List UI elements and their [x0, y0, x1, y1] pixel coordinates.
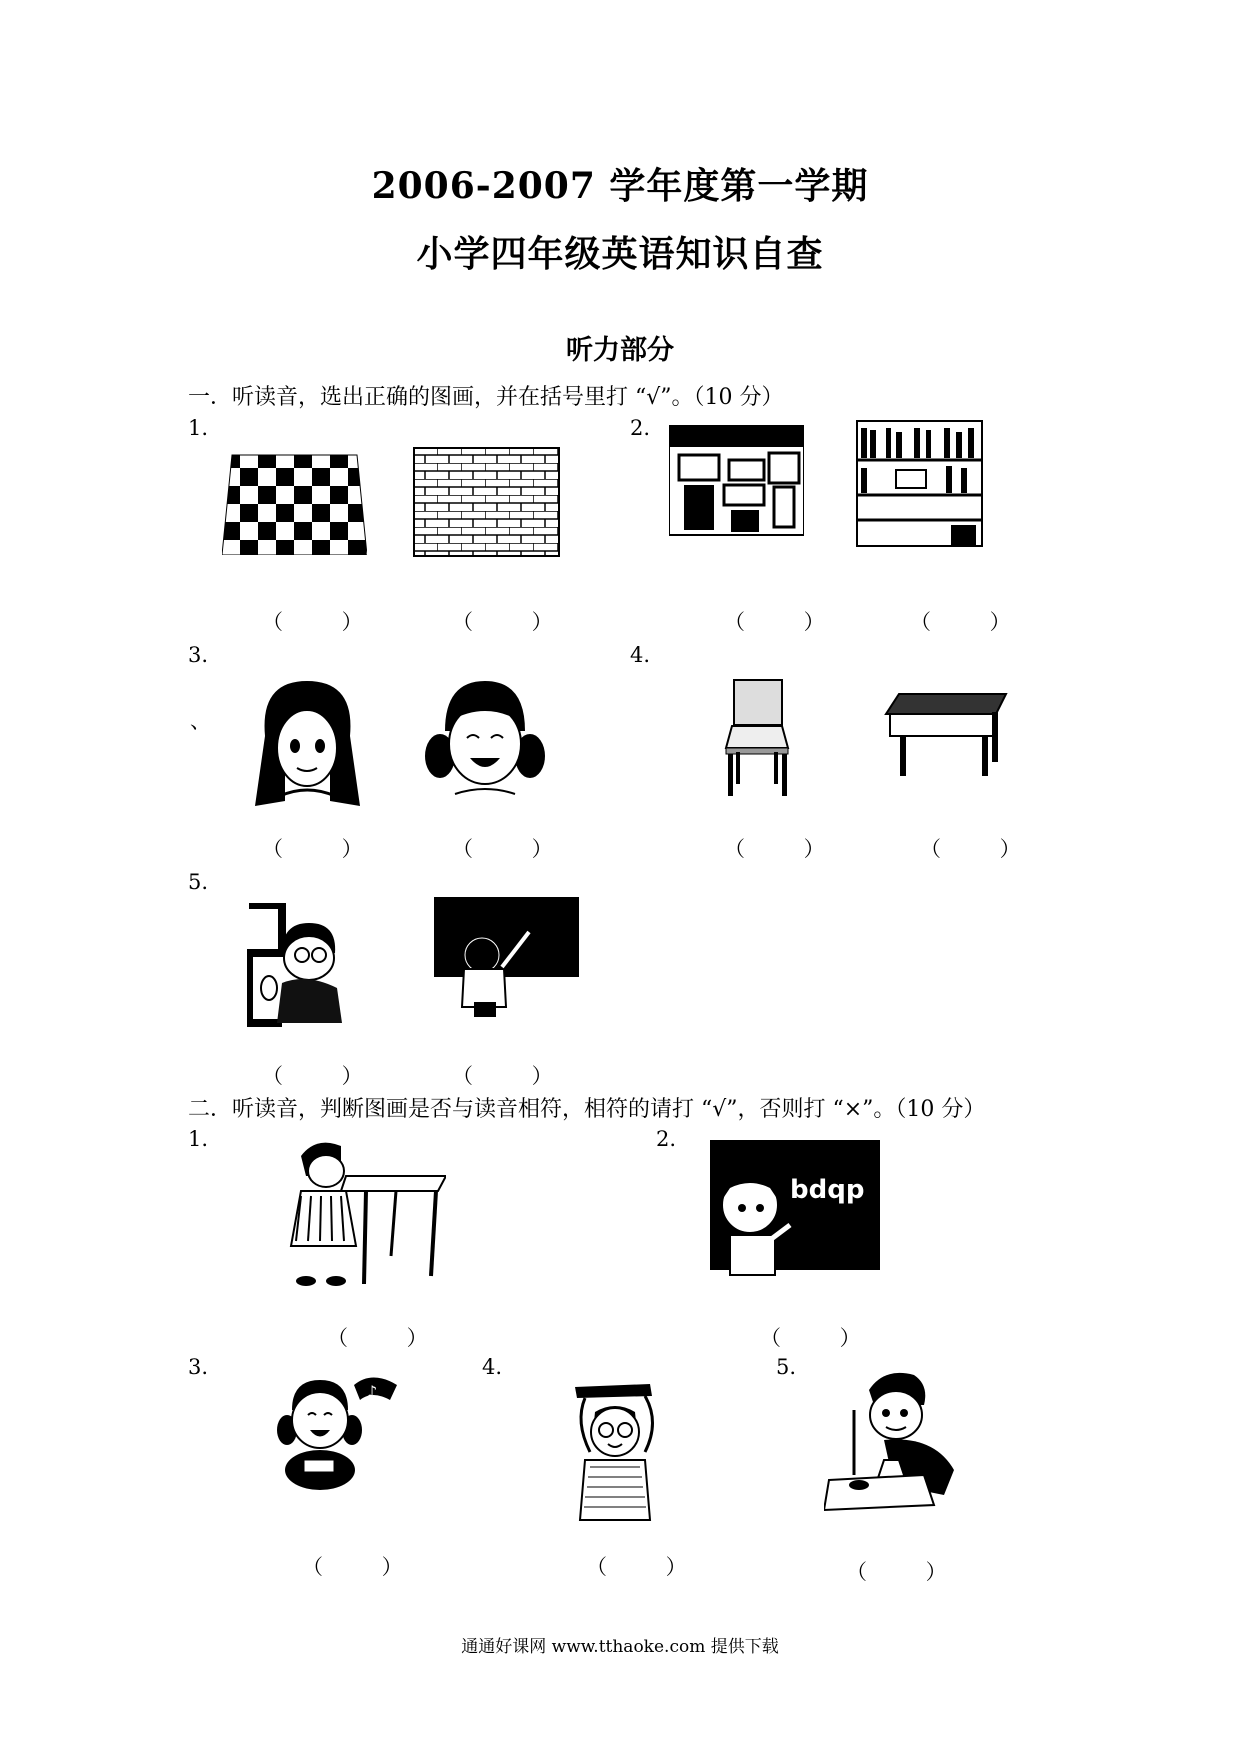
answer-bracket[interactable]: （ ）: [452, 837, 579, 861]
answer-bracket[interactable]: （ ）: [262, 837, 389, 861]
item-number: 2.: [630, 416, 651, 440]
brick-wall-image: [413, 447, 560, 557]
item-number: 1.: [188, 1127, 209, 1151]
answer-bracket[interactable]: （ ）: [724, 610, 851, 634]
boy-with-book-image: [570, 1382, 690, 1522]
item-number: 5.: [188, 870, 209, 894]
buildings-image: [669, 425, 804, 540]
answer-bracket[interactable]: （ ）: [452, 1064, 579, 1088]
item-number: 4.: [630, 643, 651, 667]
item-number: 1.: [188, 416, 209, 440]
answer-bracket[interactable]: （ ）: [760, 1326, 887, 1350]
answer-bracket[interactable]: （ ）: [302, 1555, 429, 1579]
item-number: 3.: [188, 643, 209, 667]
girl-at-blackboard-image: [710, 1140, 880, 1285]
answer-bracket[interactable]: （ ）: [910, 610, 1037, 634]
chair-image: [716, 678, 798, 798]
desk-image: [884, 692, 1008, 778]
section-title: 听力部分: [566, 335, 674, 366]
checkerboard-floor-image: [222, 450, 367, 555]
board-text: bdqp: [790, 1175, 865, 1205]
item-number: 5.: [776, 1355, 797, 1379]
answer-bracket[interactable]: （ ）: [846, 1560, 973, 1584]
answer-bracket[interactable]: （ ）: [724, 837, 851, 861]
part2-instruction: 二．听读音，判断图画是否与读音相符，相符的请打 “√”，否则打 “×”。（10 分）: [188, 1097, 986, 1122]
boy-at-door-image: [247, 903, 347, 1028]
boy-science-image: [824, 1365, 964, 1515]
bookshelf-image: [856, 420, 983, 547]
answer-bracket[interactable]: （ ）: [327, 1326, 454, 1350]
girl-singing-image: [272, 1365, 412, 1495]
item-number: 3.: [188, 1355, 209, 1379]
pigtail-girl-image: [425, 676, 545, 806]
answer-bracket[interactable]: （ ）: [586, 1555, 713, 1579]
footer-text: 通通好课网 www.tthaoke.com 提供下载: [461, 1637, 779, 1657]
part1-instruction: 一．听读音，选出正确的图画，并在括号里打 “√”。（10 分）: [188, 385, 784, 410]
item-number: 2.: [656, 1127, 677, 1151]
stray-mark: 、: [190, 709, 211, 733]
page-title: 2006-2007 学年度第一学期: [371, 165, 869, 207]
answer-bracket[interactable]: （ ）: [262, 610, 389, 634]
boy-at-blackboard-image: [434, 897, 579, 1017]
answer-bracket[interactable]: （ ）: [920, 837, 1047, 861]
page-subtitle: 小学四年级英语知识自查: [416, 233, 824, 275]
long-hair-girl-image: [245, 676, 370, 811]
answer-bracket[interactable]: （ ）: [452, 610, 579, 634]
item-number: 4.: [482, 1355, 503, 1379]
girl-cleaning-desk-image: [286, 1136, 446, 1286]
answer-bracket[interactable]: （ ）: [262, 1064, 389, 1088]
svg-text:♪: ♪: [367, 1382, 378, 1401]
